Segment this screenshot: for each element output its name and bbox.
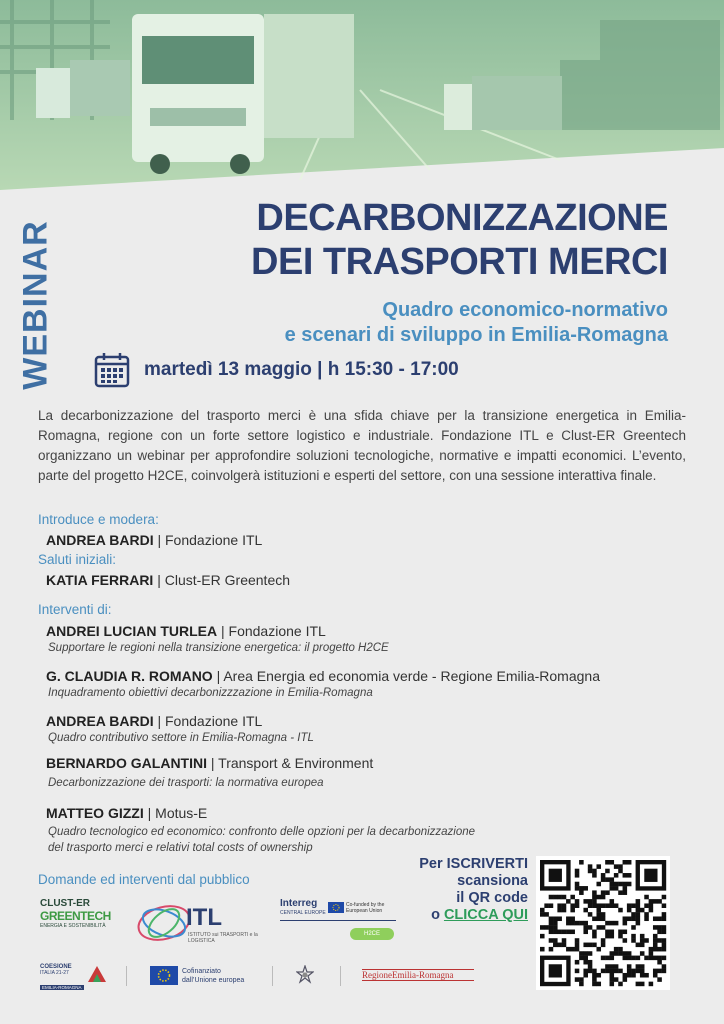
clust-er-logo xyxy=(40,898,111,929)
eu-cofinanced-line-1: Cofinanziato xyxy=(182,968,221,975)
speaker-org: | Fondazione ITL xyxy=(153,532,263,548)
speaker-org: | Clust-ER Greentech xyxy=(153,572,291,588)
page-subtitle xyxy=(285,298,668,348)
hero-trucks-image xyxy=(0,0,724,190)
talk-5-speaker xyxy=(46,805,207,821)
speaker-org: | Area Energia ed economia verde - Regione Emilia-Romagna xyxy=(212,668,600,684)
talk-1-title: Supportare le regioni nella transizione energetica: il progetto H2CE xyxy=(48,642,389,654)
talk-1-speaker xyxy=(46,623,326,639)
register-cta xyxy=(390,856,528,924)
cofunded-text: Co-funded by the European Union xyxy=(346,902,385,914)
itl-logo-subtitle: ISTITUTO sui TRASPORTI e la LOGISTICA xyxy=(188,932,258,944)
speaker-org: | Fondazione ITL xyxy=(217,623,326,639)
title-line-1: DECARBONIZZAZIONE xyxy=(256,197,668,239)
intro-paragraph: La decarbonizzazione del trasporto merci è una sfida chiave per la transizione energetica in Emilia-Romagna, regione con un forte settore logistico e industriale. Fondazione ITL e Clust-ER Greentech organizzano un webinar per approfondire soluzioni tecnologiche, normative e impatti economici. L’evento, parte del progetto H2CE, coinvolgerà istituzioni e esperti del settore, con una sessione interattiva finale. xyxy=(38,408,686,483)
coesione-mark-icon xyxy=(88,966,106,982)
calendar-icon xyxy=(94,352,130,388)
h2ce-badge: H2CE xyxy=(350,928,394,940)
coesione-line-3: EMILIA-ROMAGNA xyxy=(42,985,82,990)
register-link[interactable]: CLICCA QUI xyxy=(443,907,528,923)
event-date-row xyxy=(94,352,459,388)
register-prefix: o xyxy=(431,907,444,923)
title-line-2: DEI TRASPORTI MERCI xyxy=(251,241,668,283)
clust-logo-line-2: GREENTECH xyxy=(40,909,111,923)
coesione-logo xyxy=(40,964,110,988)
register-line-3: il QR code xyxy=(456,890,528,906)
closing-note: Domande ed interventi dal pubblico xyxy=(38,872,250,887)
coesione-line-1: COESIONE xyxy=(40,964,72,970)
subtitle-line-1: Quadro economico-normativo xyxy=(382,299,668,321)
eu-cofinanced-text xyxy=(182,967,244,985)
logo-divider xyxy=(126,966,127,986)
itl-swirl-icon xyxy=(134,900,194,946)
talk-3-speaker xyxy=(46,713,262,729)
talk-4-title: Decarbonizzazione dei trasporti: la normativa europea xyxy=(48,777,324,789)
speaker-name: BERNARDO GALANTINI xyxy=(46,755,207,771)
speaker-org: | Fondazione ITL xyxy=(153,713,263,729)
subtitle-line-2: e scenari di sviluppo in Emilia-Romagna xyxy=(284,324,668,346)
greetings-line xyxy=(46,572,290,588)
eu-flag-icon xyxy=(328,902,344,913)
moderator-section-label: Introduce e modera: xyxy=(38,512,159,527)
italian-republic-emblem-icon xyxy=(296,965,314,985)
talk-2-title: Inquadramento obiettivi decarbonizzzazione in Emilia-Romagna xyxy=(48,687,373,699)
itl-logo-text: ITL xyxy=(186,904,222,931)
talk-5-title xyxy=(48,824,475,856)
speaker-name: ANDREI LUCIAN TURLEA xyxy=(46,623,218,639)
talks-section-label: Interventi di: xyxy=(38,602,112,617)
logo-divider xyxy=(272,966,273,986)
eu-cofinanced-line-2: dall’Unione europea xyxy=(182,977,245,984)
register-line-4 xyxy=(390,907,528,924)
talk-5-title-line-2: del trasporto merci e relativi total costs of ownership xyxy=(48,842,313,854)
speaker-name: ANDREA BARDI xyxy=(46,532,154,548)
speaker-name: KATIA FERRARI xyxy=(46,572,154,588)
speaker-name: MATTEO GIZZI xyxy=(46,805,144,821)
eu-flag-icon xyxy=(150,966,178,985)
qr-code[interactable] xyxy=(536,856,670,990)
talk-4-speaker xyxy=(46,755,373,771)
clust-logo-line-3: ENERGIA E SOSTENIBILITÀ xyxy=(40,923,106,929)
moderator-line xyxy=(46,532,262,548)
interreg-title: Interreg xyxy=(280,898,318,909)
speaker-name: ANDREA BARDI xyxy=(46,713,154,729)
interreg-subtitle: CENTRAL EUROPE xyxy=(280,910,326,916)
itl-logo xyxy=(134,900,264,946)
eu-cofinanced-logo xyxy=(150,966,260,986)
regione-er-logo: RegioneEmilia-Romagna xyxy=(362,969,474,981)
interreg-divider xyxy=(280,920,396,921)
page-title xyxy=(251,196,668,284)
talk-2-speaker xyxy=(46,668,600,684)
greetings-section-label: Saluti iniziali: xyxy=(38,552,117,567)
event-date-time: martedì 13 maggio | h 15:30 - 17:00 xyxy=(144,359,459,380)
logo-divider xyxy=(340,966,341,986)
speaker-org: | Transport & Environment xyxy=(207,755,374,771)
clust-logo-line-1: CLUST-ER xyxy=(40,898,90,909)
talk-5-title-line-1: Quadro tecnologico ed economico: confronto delle opzioni per la decarbonizzazione xyxy=(48,826,476,838)
speaker-org: | Motus-E xyxy=(143,805,208,821)
register-line-1: Per ISCRIVERTI xyxy=(419,856,528,872)
interreg-logo xyxy=(280,898,400,944)
webinar-label: WEBINAR xyxy=(16,220,55,390)
register-line-2: scansiona xyxy=(457,873,528,889)
talk-3-title: Quadro contributivo settore in Emilia-Romagna - ITL xyxy=(48,732,314,744)
speaker-name: G. CLAUDIA R. ROMANO xyxy=(46,668,213,684)
coesione-line-2: ITALIA 21-27 xyxy=(40,970,69,976)
